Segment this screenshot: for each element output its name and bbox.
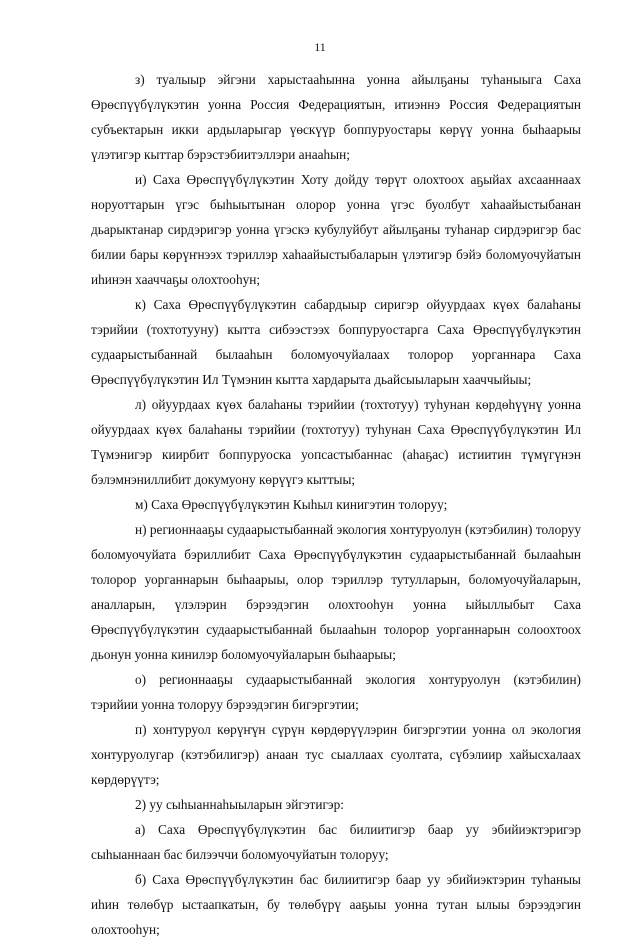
section-heading-water-relations: 2) уу сыһыаннаһыыларын эйгэтигэр: bbox=[135, 797, 344, 812]
paragraph-z: з) туалыыр эйгэни харыстааһынна уонна айылҕаны туһаныыга Саха Өрөспүүбүлүкэтин уонна Россия Федерациятын, итиэннэ Россия Федерациятын субъектарын икки ардыларыгар үөскүүр боппуруостары көрүү уонна быһаарыы үлэтигэр кыттар бэрэстэбиитэллэри анааһын; bbox=[91, 72, 581, 162]
paragraph-p: п) хонтуруол көрүҥүн сүрүн көрдөрүүлэрин бигэргэтии уонна ол экология хонтуруолугар (кэтэбилигэр) анаан тус сыаллаах суолтата, сүбэлиир хайысхалаах көрдөрүүтэ; bbox=[91, 722, 581, 787]
paragraph-n: н) регионнааҕы судаарыстыбаннай экология хонтуруолун (кэтэбилин) толоруу боломуочуйата бэриллибит Саха Өрөспүүбүлүкэтин судаарыстыбаннай былааһын толорор уорганнарын быһаарыы, олор тэриллэр тутулларын, боломуочуйаларын, аналларын, үлэлэрин бэрээдэгин олохтооһун уонна ыйыллыбыт Саха Өрөспүүбүлүкэтин судаарыстыбаннай былааһын толорор уорганнарын солоохтоох дьонун уонна кинилэр боломуочуйаларын быһаарыы; bbox=[91, 522, 581, 662]
document-body bbox=[91, 67, 581, 942]
page-number: 11 bbox=[314, 40, 326, 54]
paragraph-k: к) Саха Өрөспүүбүлүкэтин сабардыыр сиригэр ойуурдаах күөх балаһаны тэрийии (тохтотууну) кытта сибээстээх боппуруостарга Саха Өрөспүүбүлүкэтин судаарыстыбаннай былааһын боломуочуйалаах толорор уорганнара Саха Өрөспүүбүлүкэтин Ил Түмэнин кытта хардарыта дьайсыыларын хааччыйыы; bbox=[91, 297, 581, 387]
paragraph-l: л) ойуурдаах күөх балаһаны тэрийии (тохтотуу) туһунан көрдөһүүнү уонна ойуурдаах күөх балаһаны тэрийии (тохтотуу) туһунан Саха Өрөспүүбүлүкэтин Ил Түмэнигэр киирбит боппуруоска уопсастыбаннас (аһаҕас) истиитин түмүгүнэн бэлэмнэниллибит докумуону көрүүгэ кыттыы; bbox=[91, 397, 581, 487]
paragraph-b: б) Саха Өрөспүүбүлүкэтин бас билиитигэр баар уу эбийиэктэрин туһаныы иһин төлөбүр ыстаапкатын, бу төлөбүрү ааҕыы уонна тутан ылыы бэрээдэгин олохтооһун; bbox=[91, 872, 581, 937]
paragraph-i: и) Саха Өрөспүүбүлүкэтин Хоту дойду төрүт олохтоох аҕыйах ахсааннаах норуоттарын үгэс быһыытынан олорор уонна үгэс буолбут хаһаайыстыбанан дьарыктанар сирдэригэр уонна үгэскэ кубулуйбут айылҕаны туһанар сирдэригэр бас билии бары көрүҥнээх тэриллэр хаһаайыстыбаларын үлэтигэр бэйэ боломуочуйатын иһинэн хааччаҕы олохтооһун; bbox=[91, 172, 581, 287]
paragraph-a: а) Саха Өрөспүүбүлүкэтин бас билиитигэр баар уу эбийиэктэригэр сыһыаннаан бас билээччи боломуочуйатын толоруу; bbox=[91, 822, 581, 862]
paragraph-o: о) регионнааҕы судаарыстыбаннай экология хонтуруолун (кэтэбилин) тэрийии уонна толоруу бэрээдэгин бигэргэтии; bbox=[91, 672, 581, 712]
paragraph-m: м) Саха Өрөспүүбүлүкэтин Кыһыл кинигэтин толоруу; bbox=[135, 497, 448, 512]
